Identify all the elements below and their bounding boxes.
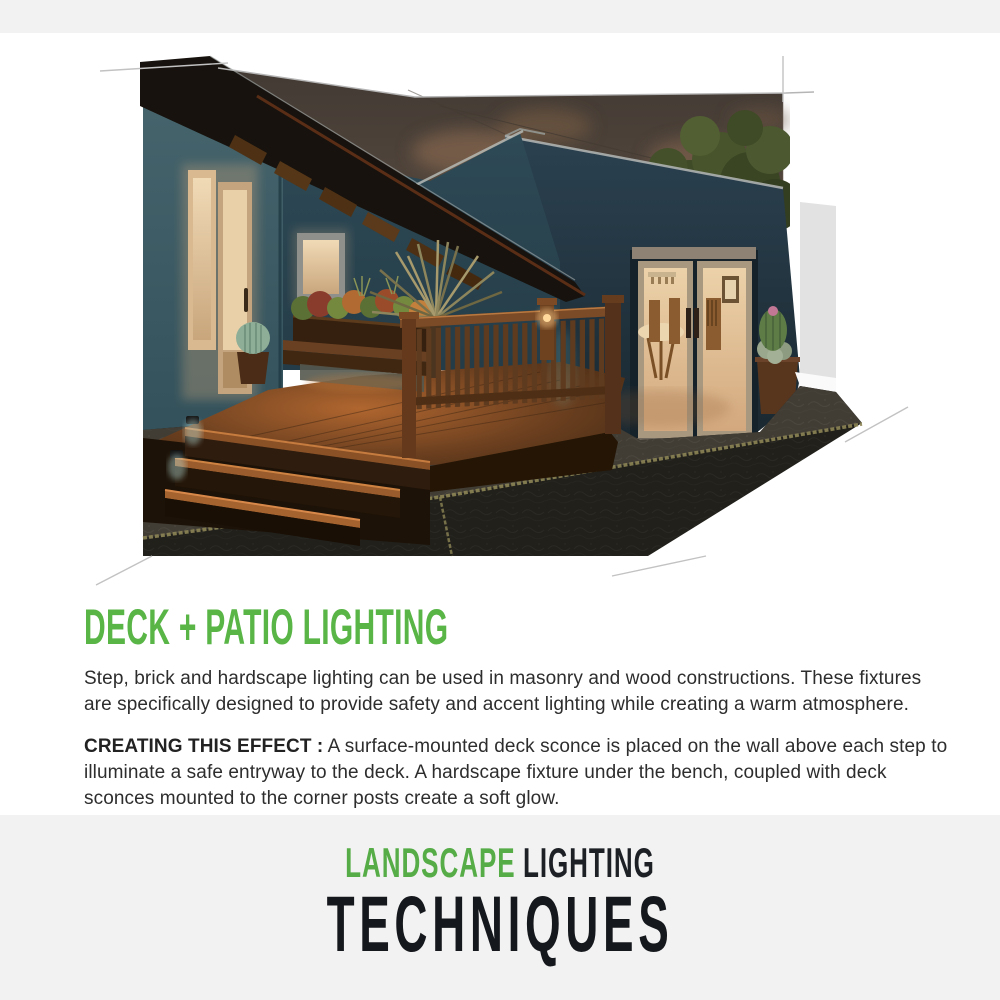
- effect-paragraph: [84, 734, 948, 812]
- intro-paragraph: Step, brick and hardscape lighting can be used in masonry and wood constructions. These fixtures are specifically designed to provide safety and accent lighting while creating a warm atmosphere.: [84, 668, 922, 715]
- footer-word-techniques: TECHNIQUES: [326, 879, 674, 968]
- white-wall-side-panel: [795, 202, 836, 392]
- effect-text: A surface-mounted deck sconce is placed on the wall above each step to illuminate a safe entryway to the deck. A hardscape fixture under the bench, coupled with deck sconces mounted to the corner posts create a soft glow.: [84, 736, 948, 809]
- page-title: DECK + PATIO LIGHTING: [84, 599, 449, 655]
- footer-band: [0, 815, 1000, 1000]
- footer-word-landscape: LANDSCAPE: [345, 839, 516, 886]
- article-section: [84, 600, 948, 812]
- footer-word-lighting: LIGHTING: [522, 839, 655, 886]
- cactus-pot-left: [236, 322, 270, 384]
- effect-label: CREATING THIS EFFECT :: [84, 736, 324, 757]
- footer-brand-line: [190, 815, 810, 885]
